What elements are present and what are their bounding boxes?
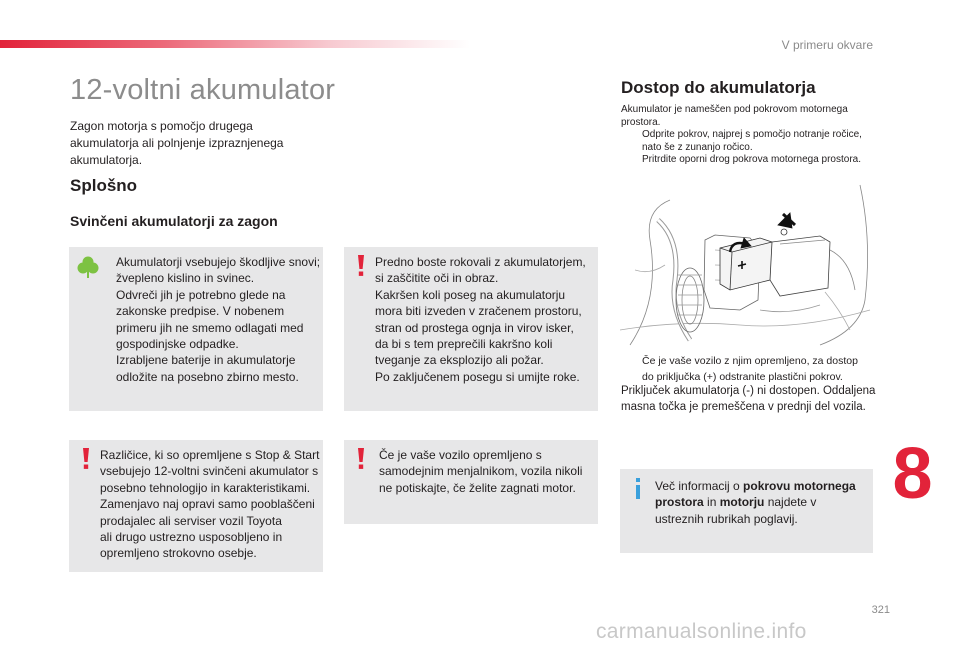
warn2-line: posebno tehnologijo in karakteristikami. xyxy=(100,480,311,495)
warning-icon xyxy=(356,255,366,282)
info-icon xyxy=(633,478,643,505)
warn1-line: mora biti izveden v zračenem prostoru, xyxy=(375,304,582,319)
negative-terminal-note: Priključek akumulatorja (-) ni dostopen. Oddaljena masna točka je premeščena v prednji del vozila. xyxy=(621,385,876,413)
warn1-line: Po zaključenem posegu si umijte roke. xyxy=(375,369,580,384)
battery-access-intro: Akumulator je nameščen pod pokrovom motornega prostora. xyxy=(621,104,848,128)
bullet-item xyxy=(621,129,871,154)
watermark: carmanualsonline.info xyxy=(596,620,807,643)
environment-note-box xyxy=(69,247,323,411)
env-line: odložite na posebno zbirno mesto. xyxy=(116,369,299,384)
warn1-line: stran od prostega ognja in virov isker, xyxy=(375,320,574,335)
warn3-line: ne potiskajte, če želite zagnati motor. xyxy=(379,480,576,495)
bullet-line: nato še z zunanjo ročico. xyxy=(642,141,753,153)
engine-compartment-illustration xyxy=(620,180,873,348)
info-text: in xyxy=(703,495,720,510)
env-line: gospodinjske odpadke. xyxy=(116,337,239,352)
header-accent-bar xyxy=(0,40,470,48)
warn1-line: tveganje za eksplozijo ali požar. xyxy=(375,353,544,368)
info-link-bonnet: pokrovu motornega prostora xyxy=(655,479,856,510)
warn2-line: Zamenjavo naj opravi samo pooblaščeni xyxy=(100,497,315,512)
warn1-line: Kakršen koli poseg na akumulatorju xyxy=(375,287,566,302)
intro-text: Zagon motorja s pomočjo drugega akumulatorja ali polnjenje izpraznjenega akumulatorja. xyxy=(70,119,284,167)
section-title: V primeru okvare xyxy=(781,38,873,52)
page-number: 321 xyxy=(871,604,890,616)
heading-battery-access: Dostop do akumulatorja xyxy=(621,78,816,97)
warning-icon xyxy=(81,448,91,475)
heading-general: Splošno xyxy=(70,176,138,195)
bullet-line: Če je vaše vozilo z njim opremljeno, za dostop xyxy=(642,355,858,367)
env-line: žvepleno kislino in svinec. xyxy=(116,271,255,286)
bullet-item xyxy=(621,353,876,385)
warning-box-automatic-gearbox xyxy=(344,440,598,524)
subheading-lead-batteries: Svinčeni akumulatorji za zagon xyxy=(70,213,278,229)
warn2-line: vsebujejo 12-voltni svinčeni akumulator s xyxy=(100,464,319,479)
bullet-line: Odprite pokrov, najprej s pomočjo notranje ročice, xyxy=(642,129,862,140)
battery-access-text xyxy=(621,104,871,167)
info-box xyxy=(620,469,873,553)
warn3-line: samodejnim menjalnikom, vozila nikoli xyxy=(379,464,583,479)
recycle-leaf-icon xyxy=(77,255,99,284)
info-text: Več informacij o xyxy=(655,479,744,493)
chapter-number: 8 xyxy=(892,434,933,514)
warn2-line: opremljeno strokovno osebje. xyxy=(100,546,257,561)
page-title: 12-voltni akumulator xyxy=(70,74,336,106)
info-text: najdete v ustreznih rubrikah poglavij. xyxy=(655,495,817,526)
warn1-line: si zaščitite oči in obraz. xyxy=(375,271,499,286)
warning-box-handling xyxy=(344,247,598,411)
bullet-item xyxy=(621,154,871,167)
env-line: Odvreči jih je potrebno glede na xyxy=(116,287,286,302)
warn3-line: Če je vaše vozilo opremljeno s xyxy=(379,448,542,462)
warning-box-stop-start xyxy=(69,440,323,572)
env-line: Izrabljene baterije in akumulatorje xyxy=(116,353,296,368)
warn2-line: Različice, ki so opremljene s Stop & Start xyxy=(100,448,320,462)
env-line: Akumulatorji vsebujejo škodljive snovi; xyxy=(116,255,321,269)
warn1-line: da bi s tem preprečili kakršno koli xyxy=(375,337,553,352)
warn2-line: prodajalec ali serviser vozil Toyota xyxy=(100,513,282,528)
env-line: primeru jih ne smemo odlagati med xyxy=(116,320,304,335)
bullet-line: Pritrdite oporni drog pokrova motornega prostora. xyxy=(642,154,862,165)
warn2-line: ali drugo ustrezno usposobljeno in xyxy=(100,530,283,545)
env-line: zakonske predpise. V nobenem xyxy=(116,304,285,319)
info-link-engine: motorju xyxy=(719,495,765,510)
warning-icon xyxy=(356,448,366,475)
bullet-line: do priključka (+) odstranite plastični pokrov. xyxy=(642,371,843,383)
warn1-line: Predno boste rokovali z akumulatorjem, xyxy=(375,255,586,269)
